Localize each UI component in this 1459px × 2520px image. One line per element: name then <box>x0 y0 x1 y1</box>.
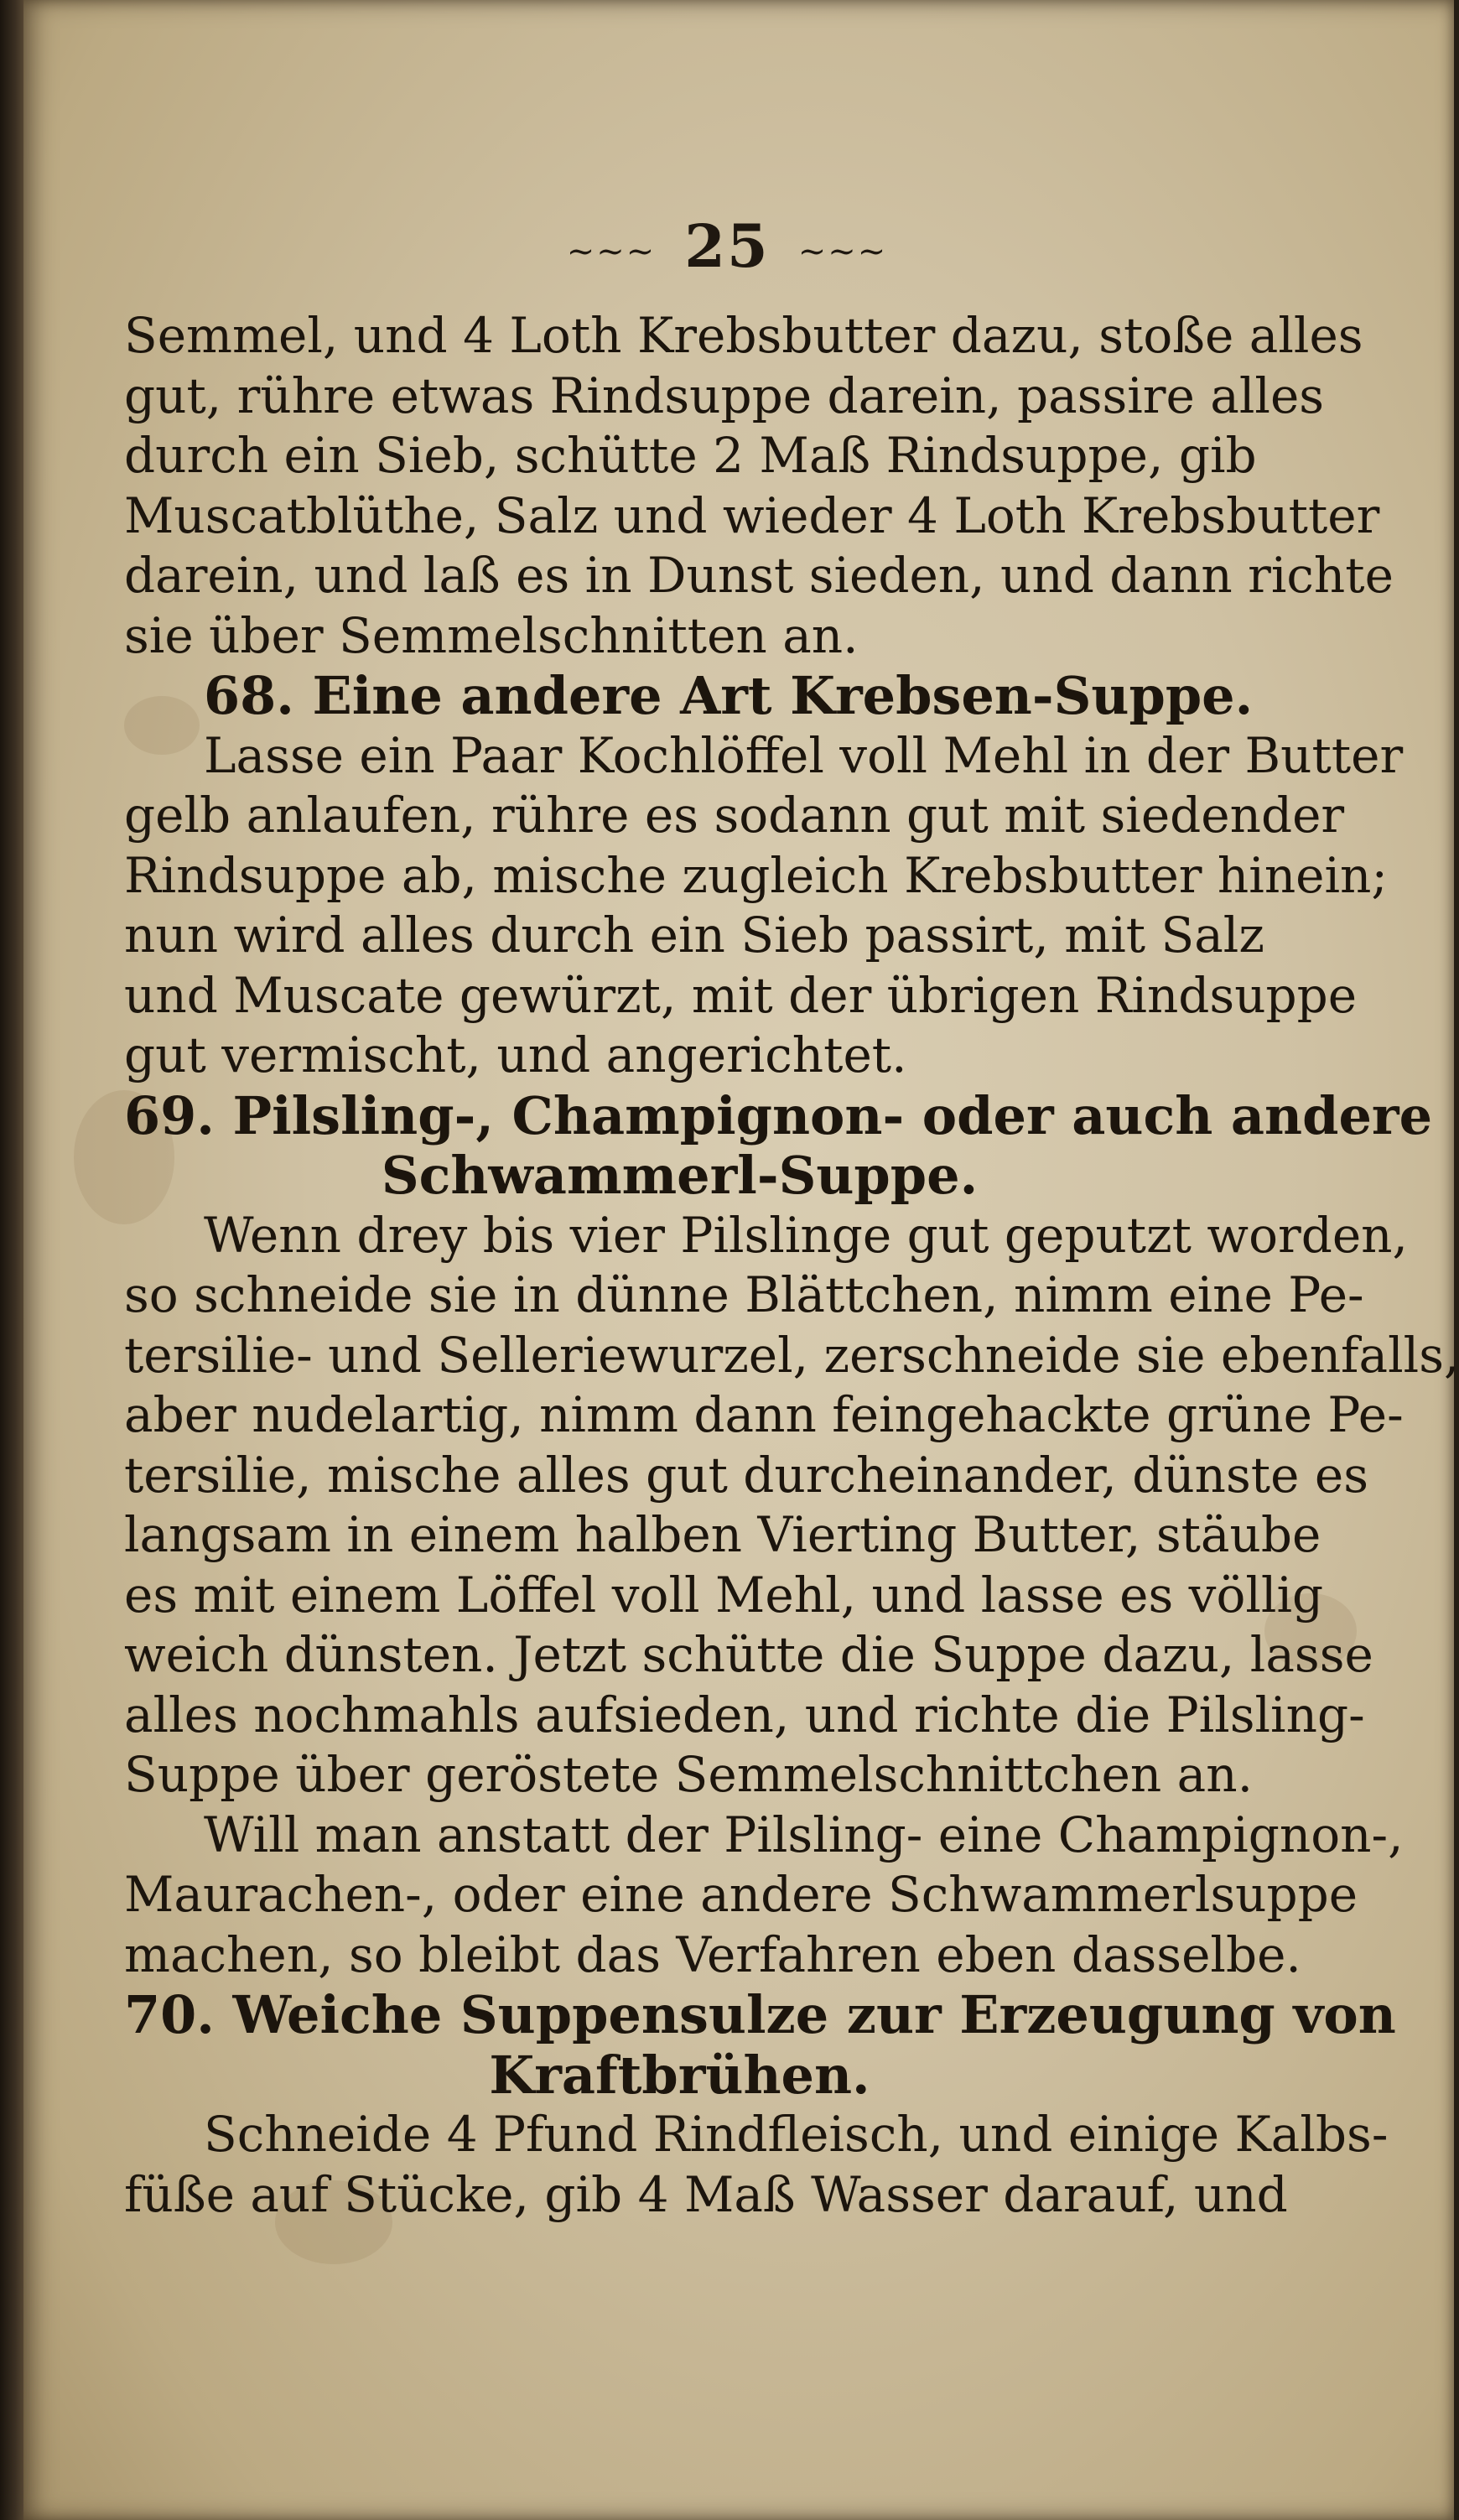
text-line: und Muscate gewürzt, mit der übrigen Rindsuppe <box>124 966 1358 1024</box>
text-line: Wenn drey bis vier Pilslinge gut geputzt worden, <box>204 1206 1408 1264</box>
recipe-heading-68: 68. Eine andere Art Krebsen-Suppe. <box>204 665 1254 726</box>
text-line: Will man anstatt der Pilsling- eine Champignon-, <box>204 1806 1404 1863</box>
text-line: gut vermischt, und angerichtet. <box>124 1026 907 1083</box>
text-line: Rindsuppe ab, mische zugleich Krebsbutter hinein; <box>124 846 1388 904</box>
text-line: es mit einem Löffel voll Mehl, und lasse es völlig <box>124 1566 1324 1624</box>
text-line: Schneide 4 Pfund Rindfleisch, und einige Kalbs- <box>204 2106 1389 2163</box>
text-line: machen, so bleibt das Verfahren eben dasselbe. <box>124 1925 1301 1983</box>
text-line: gut, rühre etwas Rindsuppe darein, passire alles <box>124 366 1325 424</box>
text-line: darein, und laß es in Dunst sieden, und dann richte <box>124 547 1394 604</box>
header-ornament-right: ~~~ <box>797 232 888 271</box>
text-line: tersilie- und Selleriewurzel, zerschneide sie ebenfalls, <box>124 1326 1459 1384</box>
text-line: Muscatblüthe, Salz und wieder 4 Loth Krebsbutter <box>124 486 1380 544</box>
text-line: sie über Semmelschnitten an. <box>124 606 859 664</box>
recipe-heading-69: 69. Pilsling-, Champignon- oder auch andere <box>124 1084 1433 1146</box>
text-line: Lasse ein Paar Kochlöffel voll Mehl in der Butter <box>204 726 1404 784</box>
text-line: weich dünsten. Jetzt schütte die Suppe dazu, lasse <box>124 1626 1373 1683</box>
text-line: so schneide sie in dünne Blättchen, nimm eine Pe- <box>124 1266 1364 1323</box>
page-body <box>124 306 1459 2225</box>
text-line: tersilie, mische alles gut durcheinander, dünste es <box>124 1446 1368 1504</box>
page-header <box>0 211 1454 281</box>
text-line: nun wird alles durch ein Sieb passirt, mit Salz <box>124 907 1264 964</box>
text-line: Suppe über geröstete Semmelschnittchen an. <box>124 1746 1254 1803</box>
binding-edge <box>0 0 25 2520</box>
text-line: durch ein Sieb, schütte 2 Maß Rindsuppe, gib <box>124 427 1257 484</box>
recipe-heading-70: 70. Weiche Suppensulze zur Erzeugung von <box>124 1984 1396 2045</box>
text-line: langsam in einem halben Vierting Butter, stäube <box>124 1506 1321 1563</box>
text-line: alles nochmahls aufsieden, und richte die Pilsling- <box>124 1686 1365 1743</box>
recipe-heading-70-cont: Kraftbrühen. <box>489 2044 870 2106</box>
text-line: gelb anlaufen, rühre es sodann gut mit siedender <box>124 787 1345 844</box>
text-line: füße auf Stücke, gib 4 Maß Wasser darauf, und <box>124 2165 1288 2223</box>
text-line: Maurachen-, oder eine andere Schwammerlsuppe <box>124 1866 1358 1923</box>
text-line: Semmel, und 4 Loth Krebsbutter dazu, stoße alles <box>124 307 1363 364</box>
text-line: aber nudelartig, nimm dann feingehackte grüne Pe- <box>124 1386 1404 1443</box>
recipe-heading-69-cont: Schwammerl-Suppe. <box>381 1145 979 1206</box>
header-ornament-left: ~~~ <box>566 232 657 271</box>
page-number: 25 <box>684 211 770 281</box>
